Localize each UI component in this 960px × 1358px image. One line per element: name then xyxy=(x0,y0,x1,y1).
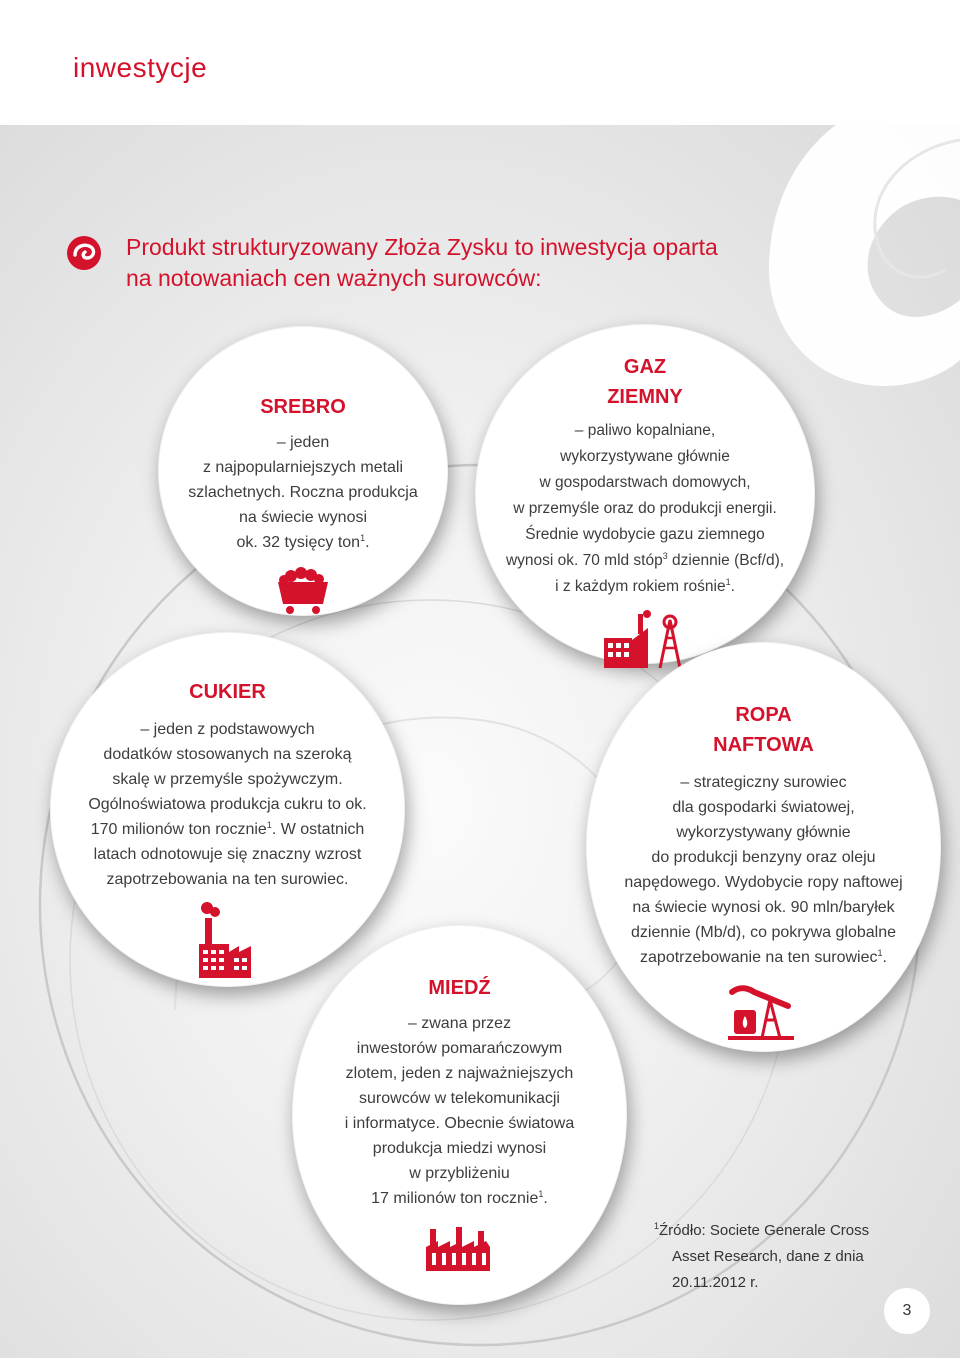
footnote-marker: 1 xyxy=(654,1221,660,1231)
gaz-tail: . xyxy=(730,578,735,595)
ropa-line: dziennie (Mb/d), co pokrywa globalne xyxy=(630,924,897,941)
gaz-line: – paliwo kopalniane, xyxy=(574,422,716,439)
ropa-description xyxy=(586,770,941,970)
footnote-marker: 1 xyxy=(877,948,883,958)
miedz-line: zlotem, jeden z najważniejszych xyxy=(345,1065,574,1082)
ropa-title xyxy=(586,700,941,760)
srebro-line: ok. 32 tysięcy ton xyxy=(236,534,361,551)
ropa-line: wykorzystywany głównie xyxy=(676,824,851,841)
srebro-line: – jeden xyxy=(276,434,330,451)
cukier-line: 170 milionów ton rocznie xyxy=(90,821,267,838)
srebro-line: z najpopularniejszych metali xyxy=(202,459,404,476)
footnote-marker: 1 xyxy=(360,533,366,543)
intro-headline xyxy=(126,232,826,294)
cukier-description xyxy=(50,717,405,892)
cukier-line: – jeden z podstawowych xyxy=(140,721,315,738)
footnote-marker: 1 xyxy=(538,1189,544,1199)
footnote-line-2: Asset Research, dane z dnia xyxy=(672,1248,864,1265)
cukier-line: skalę w przemyśle spożywczym. xyxy=(112,771,343,788)
factory-icon xyxy=(195,900,255,980)
oil-pump-icon xyxy=(726,982,796,1042)
gaz-line: w przemyśle oraz do produkcji energii. xyxy=(513,500,777,517)
ropa-tail: . xyxy=(882,949,887,966)
gas-plant-icon xyxy=(600,610,690,670)
miedz-tail: . xyxy=(543,1190,548,1207)
gaz-title-line2: ZIEMNY xyxy=(607,386,683,408)
bubble-ropa-naftowa xyxy=(586,642,941,1052)
gaz-line: Średnie wydobycie gazu ziemnego xyxy=(525,526,765,543)
miedz-line: – zwana przez xyxy=(407,1015,512,1032)
source-footnote xyxy=(654,1218,914,1296)
miedz-line: w przybliżeniu xyxy=(409,1165,510,1182)
ropa-line: na świecie wynosi ok. 90 mln/baryłek xyxy=(632,899,895,916)
miedz-description xyxy=(292,1011,627,1211)
gaz-line: i z każdym rokiem rośnie xyxy=(555,578,726,595)
cukier-line: Ogólnoświatowa produkcja cukru to ok. xyxy=(88,796,367,813)
srebro-title: SREBRO xyxy=(260,396,346,418)
cukier-title: CUKIER xyxy=(189,681,266,703)
footnote-marker: 1 xyxy=(725,577,731,587)
ropa-line: – strategiczny surowiec xyxy=(680,774,847,791)
gaz-title xyxy=(475,352,815,412)
page-number: 3 xyxy=(884,1288,930,1334)
miedz-line: produkcja miedzi wynosi xyxy=(372,1140,547,1157)
gaz-line: dziennie (Bcf/d), xyxy=(667,552,785,569)
ropa-title-line1: ROPA xyxy=(735,704,792,726)
srebro-line: na świecie wynosi xyxy=(238,509,368,526)
cukier-line: latach odnotowuje się znaczny wzrost xyxy=(93,846,362,863)
superscript: 3 xyxy=(662,551,668,561)
intro-line-2: na notowaniach cen ważnych surowców: xyxy=(126,265,542,291)
bubble-cukier xyxy=(50,632,405,987)
ropa-line: napędowego. Wydobycie ropy naftowej xyxy=(624,874,903,891)
cukier-line: . W ostatnich xyxy=(271,821,365,838)
mine-cart-icon xyxy=(273,566,333,616)
bubble-srebro xyxy=(158,326,448,616)
srebro-description xyxy=(158,430,448,555)
intro-line-1: Produkt strukturyzowany Złoża Zysku to inwestycja oparta xyxy=(126,234,718,260)
bubble-miedz xyxy=(292,925,627,1305)
miedz-line: 17 milionów ton rocznie xyxy=(371,1190,539,1207)
bubble-gaz-ziemny xyxy=(475,324,815,664)
gaz-line: wynosi ok. 70 mld stóp xyxy=(505,552,663,569)
ropa-title-line2: NAFTOWA xyxy=(713,734,814,756)
cukier-line: dodatków stosowanych na szeroką xyxy=(103,746,352,763)
srebro-line: szlachetnych. Roczna produkcja xyxy=(188,484,418,501)
section-title: inwestycje xyxy=(73,52,208,83)
footnote-marker: 1 xyxy=(266,820,272,830)
gaz-line: w gospodarstwach domowych, xyxy=(539,474,751,491)
gaz-description xyxy=(475,418,815,600)
footnote-line-1 xyxy=(654,1218,914,1244)
gaz-title-line1: GAZ xyxy=(623,356,667,378)
ropa-line: do produkcji benzyny oraz oleju xyxy=(651,849,876,866)
refinery-icon xyxy=(424,1223,494,1273)
spiral-logo-icon xyxy=(66,235,102,271)
miedz-line: i informatyce. Obecnie światowa xyxy=(344,1115,575,1132)
gaz-line: wykorzystywane głównie xyxy=(560,448,730,465)
miedz-line: inwestorów pomarańczowym xyxy=(356,1040,563,1057)
ropa-line: zapotrzebowanie na ten surowiec xyxy=(640,949,878,966)
footnote-line-3: 20.11.2012 r. xyxy=(672,1274,759,1291)
miedz-title: MIEDŹ xyxy=(428,977,491,999)
footnote-text: Źródło: Societe Generale Cross xyxy=(659,1222,870,1239)
srebro-tail: . xyxy=(365,534,370,551)
cukier-line: zapotrzebowania na ten surowiec. xyxy=(106,871,349,888)
miedz-line: surowców w telekomunikacji xyxy=(359,1090,560,1107)
ropa-line: dla gospodarki światowej, xyxy=(672,799,855,816)
